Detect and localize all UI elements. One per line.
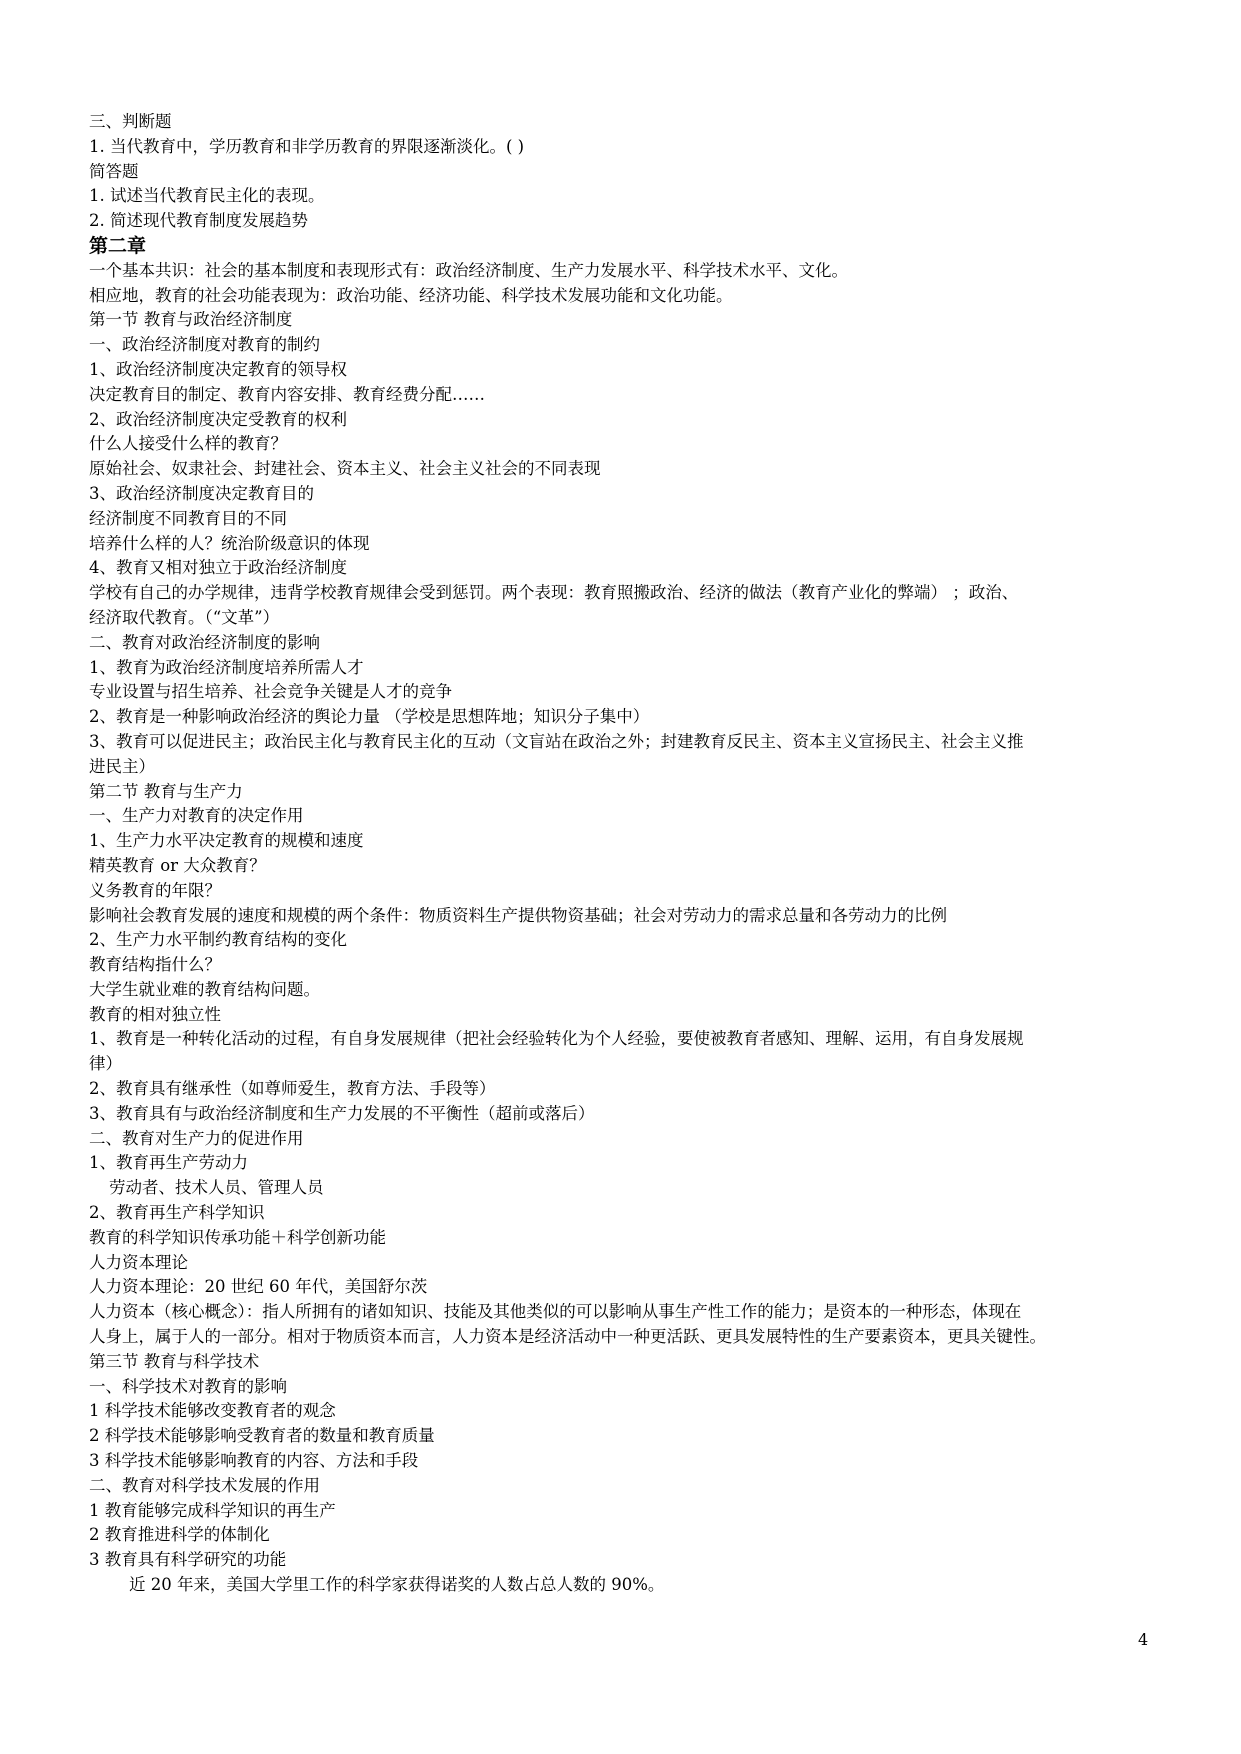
text-line: 劳动者、技术人员、管理人员: [109, 1178, 324, 1198]
text-line: 4、教育又相对独立于政治经济制度: [89, 558, 347, 578]
text-line: 教育结构指什么？: [89, 955, 221, 975]
text-line: 义务教育的年限？: [89, 880, 221, 900]
text-line: 3、政治经济制度决定教育目的: [89, 483, 314, 503]
text-line: 人身上，属于人的一部分。相对于物质资本而言，人力资本是经济活动中一种更活跃、更具发展特性的生产要素资本，更具关键性。: [89, 1327, 1046, 1347]
text-line: 2 教育推进科学的体制化: [89, 1525, 270, 1545]
text-line: 决定教育目的制定、教育内容安排、教育经费分配……: [89, 384, 485, 404]
text-line: 1、教育为政治经济制度培养所需人才: [89, 657, 364, 677]
text-line: 第三节 教育与科学技术: [89, 1351, 260, 1371]
text-line: 1. 试述当代教育民主化的表现。: [89, 186, 325, 206]
text-line: 二、教育对政治经济制度的影响: [89, 632, 320, 652]
text-line: 1、教育再生产劳动力: [89, 1153, 248, 1173]
text-line: 近 20 年来，美国大学里工作的科学家获得诺奖的人数占总人数的 90%。: [129, 1575, 665, 1595]
text-line: 大学生就业难的教育结构问题。: [89, 979, 320, 999]
text-line: 二、教育对科学技术发展的作用: [89, 1475, 320, 1495]
text-line: 第一节 教育与政治经济制度: [89, 310, 293, 330]
text-line: 学校有自己的办学规律，违背学校教育规律会受到惩罚。两个表现：教育照搬政治、经济的做法（教育产业化的弊端） ；政治、: [89, 583, 1019, 603]
text-line: 培养什么样的人？统治阶级意识的体现: [89, 533, 370, 553]
text-line: 进民主）: [89, 756, 155, 776]
text-line: 原始社会、奴隶社会、封建社会、资本主义、社会主义社会的不同表现: [89, 459, 601, 479]
text-line: 人力资本理论：20 世纪 60 年代，美国舒尔茨: [89, 1277, 428, 1297]
text-line: 2. 简述现代教育制度发展趋势: [89, 211, 308, 231]
text-line: 3 科学技术能够影响教育的内容、方法和手段: [89, 1451, 419, 1471]
text-line: 3、教育可以促进民主；政治民主化与教育民主化的互动（文盲站在政治之外；封建教育反民主、资本主义宣扬民主、社会主义推: [89, 731, 1024, 751]
text-line: 1、政治经济制度决定教育的领导权: [89, 359, 347, 379]
chapter-heading: 第二章: [89, 234, 147, 257]
text-line: 人力资本理论: [89, 1252, 188, 1272]
text-line: 2 科学技术能够影响受教育者的数量和教育质量: [89, 1426, 435, 1446]
text-line: 教育的科学知识传承功能＋科学创新功能: [89, 1227, 386, 1247]
text-line: 2、生产力水平制约教育结构的变化: [89, 930, 347, 950]
text-line: 律）: [89, 1054, 122, 1074]
text-line: 一、生产力对教育的决定作用: [89, 806, 304, 826]
text-line: 教育的相对独立性: [89, 1004, 221, 1024]
text-line: 精英教育 or 大众教育？: [89, 855, 266, 875]
text-line: 简答题: [89, 161, 139, 181]
text-line: 3、教育具有与政治经济制度和生产力发展的不平衡性（超前或落后）: [89, 1103, 595, 1123]
text-line: 1 科学技术能够改变教育者的观念: [89, 1401, 336, 1421]
text-line: 经济取代教育。（“文革”）: [89, 607, 280, 627]
text-line: 一、科学技术对教育的影响: [89, 1376, 287, 1396]
text-line: 2、教育具有继承性（如尊师爱生，教育方法、手段等）: [89, 1079, 496, 1099]
text-line: 第二节 教育与生产力: [89, 781, 243, 801]
text-line: 1 教育能够完成科学知识的再生产: [89, 1500, 336, 1520]
text-line: 2、政治经济制度决定受教育的权利: [89, 409, 347, 429]
document-body: [89, 110, 1157, 1598]
text-line: 一、政治经济制度对教育的制约: [89, 335, 320, 355]
page-number: 4: [1138, 1630, 1149, 1649]
text-line: 相应地，教育的社会功能表现为：政治功能、经济功能、科学技术发展功能和文化功能。: [89, 285, 733, 305]
text-line: 什么人接受什么样的教育？: [89, 434, 287, 454]
text-line: 二、教育对生产力的促进作用: [89, 1128, 304, 1148]
text-line: 1、生产力水平决定教育的规模和速度: [89, 831, 364, 851]
text-line: 1、教育是一种转化活动的过程，有自身发展规律（把社会经验转化为个人经验，要使被教育者感知、理解、运用，有自身发展规: [89, 1029, 1024, 1049]
text-line: 专业设置与招生培养、社会竞争关键是人才的竞争: [89, 682, 452, 702]
text-line: 经济制度不同教育目的不同: [89, 508, 287, 528]
text-line: 2、教育再生产科学知识: [89, 1203, 265, 1223]
text-line: 2、教育是一种影响政治经济的舆论力量 （学校是思想阵地；知识分子集中）: [89, 707, 650, 727]
text-line: 人力资本（核心概念）：指人所拥有的诸如知识、技能及其他类似的可以影响从事生产性工作的能力；是资本的一种形态，体现在: [89, 1302, 1022, 1322]
text-line: 三、判断题: [89, 112, 172, 131]
text-line: 影响社会教育发展的速度和规模的两个条件：物质资料生产提供物资基础；社会对劳动力的需求总量和各劳动力的比例: [89, 905, 947, 925]
text-line: 一个基本共识：社会的基本制度和表现形式有：政治经济制度、生产力发展水平、科学技术水平、文化。: [89, 260, 848, 280]
text-line: 1. 当代教育中，学历教育和非学历教育的界限逐渐淡化。( ): [89, 136, 525, 156]
text-line: 3 教育具有科学研究的功能: [89, 1550, 287, 1570]
